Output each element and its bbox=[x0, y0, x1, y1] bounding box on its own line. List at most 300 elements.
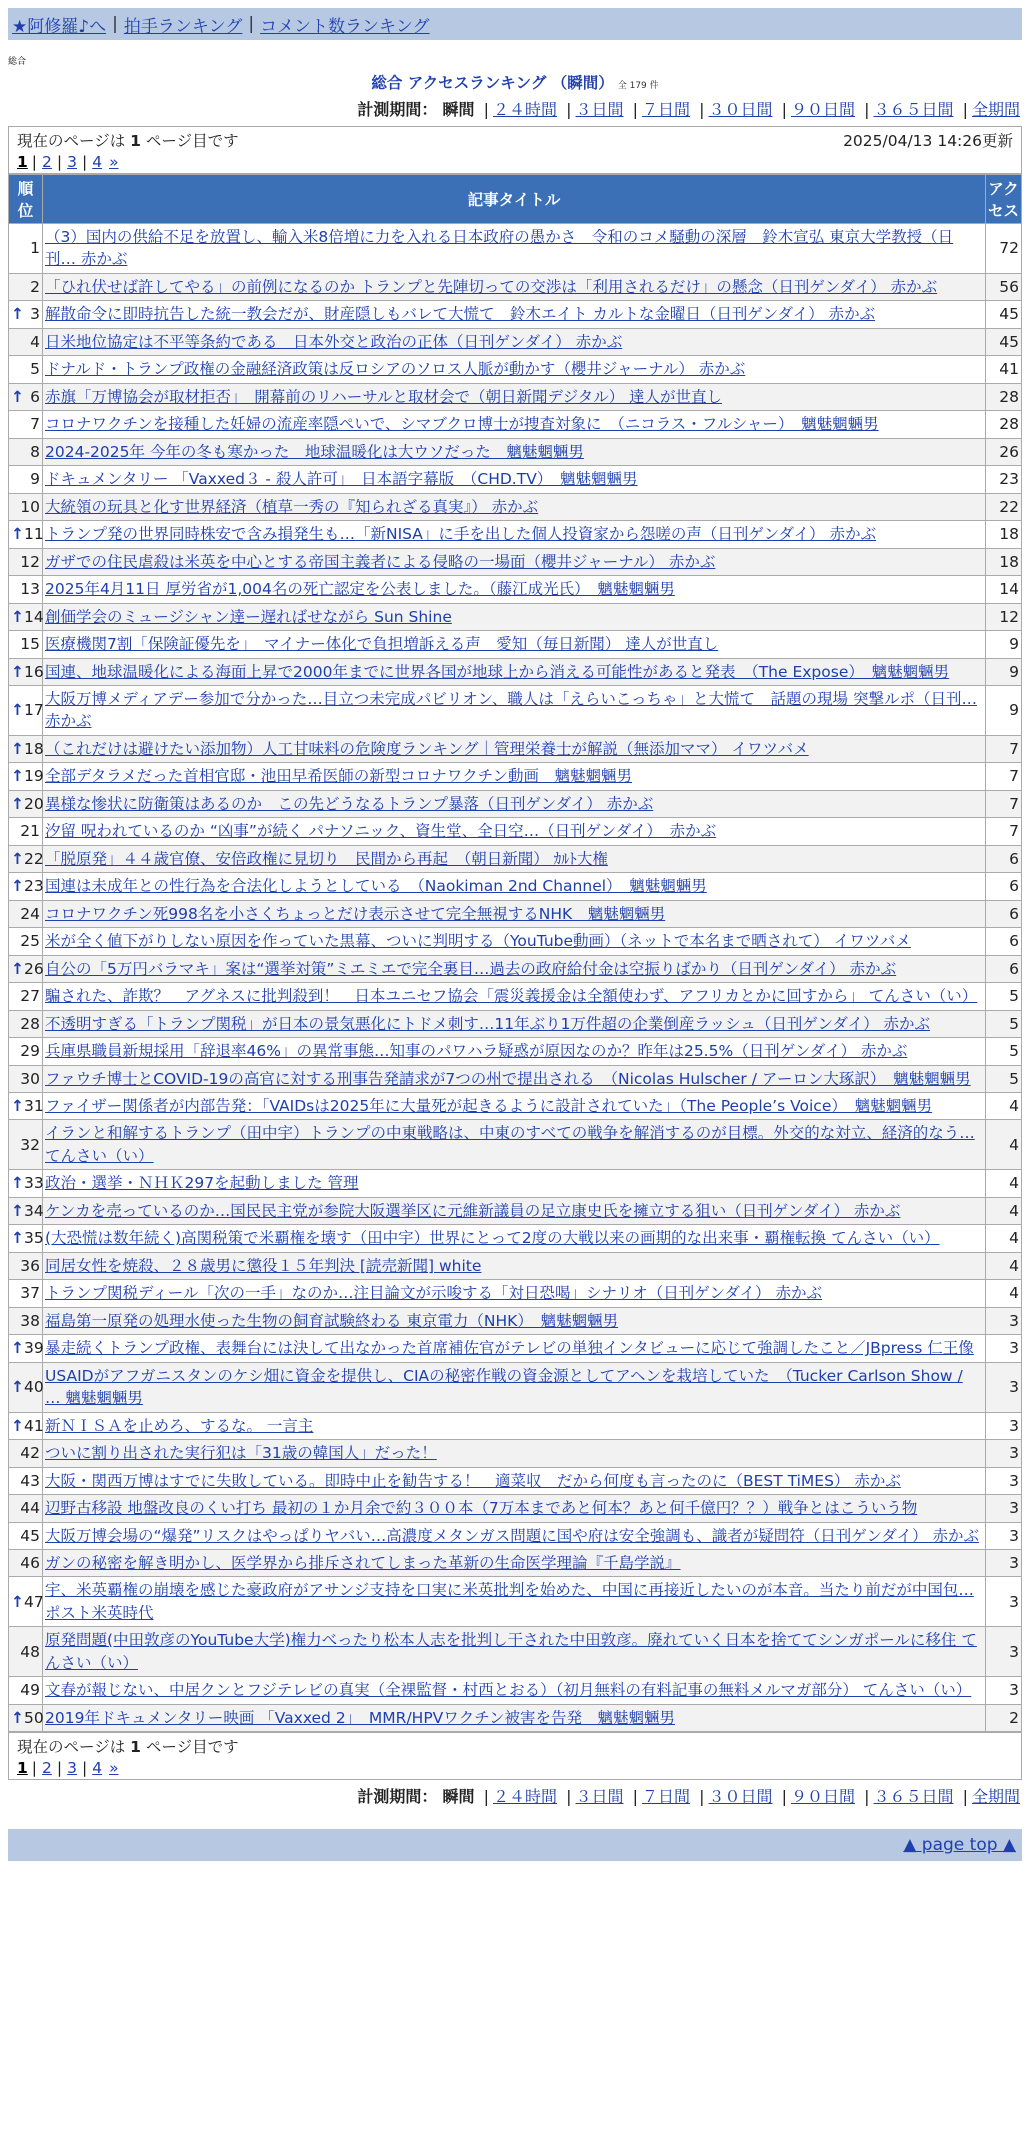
title-cell bbox=[43, 1038, 986, 1065]
rank-cell bbox=[9, 1280, 43, 1307]
rank-cell bbox=[9, 273, 43, 300]
rank-number: 22 bbox=[24, 849, 44, 868]
article-link[interactable]: 国連、地球温暖化による海面上昇で2000年までに世界各国が地球上から消える可能性があると発表 （The Expose） 魑魅魍魎男 bbox=[45, 662, 950, 681]
title-cell bbox=[43, 576, 986, 603]
rank-cell bbox=[9, 1170, 43, 1197]
article-link[interactable]: 騙された、詐欺？ アグネスに批判殺到！ 日本ユニセフ協会「震災義援金は全額使わず、アフリカとかに回すから」 てんさい（い） bbox=[45, 987, 978, 1006]
title-cell bbox=[43, 873, 986, 900]
page-link-2[interactable]: 2 bbox=[42, 153, 52, 171]
title-cell bbox=[43, 548, 986, 575]
title-cell bbox=[43, 1307, 986, 1334]
rank-up-icon: ↑ bbox=[11, 1377, 24, 1396]
access-count: 7 bbox=[986, 818, 1022, 845]
access-count: 3 bbox=[986, 1677, 1022, 1704]
title-cell bbox=[43, 1677, 986, 1704]
access-count: 6 bbox=[986, 873, 1022, 900]
table-row bbox=[9, 983, 1022, 1010]
title-cell bbox=[43, 1010, 986, 1037]
rank-number: 3 bbox=[30, 305, 40, 324]
rank-cell bbox=[9, 1335, 43, 1362]
access-count: 45 bbox=[986, 328, 1022, 355]
title-cell bbox=[43, 356, 986, 383]
article-link[interactable]: トランプ関税ディール「次の一手」なのか…注目論文が示唆する「対日恐喝」シナリオ（日刊ゲンダイ） 赤かぶ bbox=[45, 1284, 822, 1303]
rank-number: 50 bbox=[24, 1708, 44, 1727]
rank-number: 11 bbox=[24, 525, 44, 544]
table-row bbox=[9, 1280, 1022, 1307]
title-cell bbox=[43, 900, 986, 927]
access-count: 5 bbox=[986, 983, 1022, 1010]
access-count: 5 bbox=[986, 1065, 1022, 1092]
table-row bbox=[9, 1038, 1022, 1065]
title-cell bbox=[43, 1704, 986, 1731]
article-link[interactable]: コロナワクチン死998名を小さくちょっとだけ表示させて完全無視するNHK 魑魅魍魎男 bbox=[45, 904, 666, 923]
period-3d[interactable]: ３日間 bbox=[575, 100, 624, 119]
table-row bbox=[9, 685, 1022, 735]
article-link[interactable]: ガザでの住民虐殺は米英を中心とする帝国主義者による侵略の一場面（櫻井ジャーナル） 赤かぶ bbox=[45, 552, 716, 571]
page-top-link[interactable]: ▲ page top ▲ bbox=[903, 1835, 1016, 1856]
access-count: 26 bbox=[986, 438, 1022, 465]
title-cell bbox=[43, 438, 986, 465]
access-count: 7 bbox=[986, 790, 1022, 817]
rank-number: 37 bbox=[20, 1284, 40, 1303]
title-cell bbox=[43, 845, 986, 872]
article-link[interactable]: （3）国内の供給不足を放置し、輸入米8倍増に力を入れる日本政府の愚かさ 令和のコメ騒動の深層 鈴木宣弘 東京大学教授（日刊… 赤かぶ bbox=[45, 228, 954, 269]
title-cell bbox=[43, 328, 986, 355]
rank-number: 14 bbox=[24, 607, 44, 626]
article-link[interactable]: 2025年4月11日 厚労省が1,004名の死亡認定を公表しました。（藤江成光氏） 魑魅魍魎男 bbox=[45, 580, 675, 599]
title-cell bbox=[43, 1093, 986, 1120]
article-link[interactable]: 新ＮＩＳＡを止めろ、するな。 一言主 bbox=[45, 1416, 314, 1435]
rank-up-icon: ↑ bbox=[11, 767, 24, 786]
rank-cell bbox=[9, 1495, 43, 1522]
access-count: 4 bbox=[986, 1170, 1022, 1197]
table-row bbox=[9, 1093, 1022, 1120]
table-row bbox=[9, 955, 1022, 982]
article-link[interactable]: （これだけは避けたい添加物）人工甘味料の危険度ランキング｜管理栄養士が解説（無添加ママ） イワツバメ bbox=[45, 739, 809, 758]
title-cell bbox=[43, 273, 986, 300]
table-row bbox=[9, 1522, 1022, 1549]
article-link[interactable]: ドナルド・トランプ政権の金融経済政策は反ロシアのソロス人脈が動かす（櫻井ジャーナル） 赤かぶ bbox=[45, 360, 746, 379]
article-link[interactable]: 大阪・関西万博はすでに失敗している。即時中止を勧告する！ 適菜収 だから何度も言ったのに（BEST TiMES） 赤かぶ bbox=[45, 1471, 901, 1490]
rank-number: 7 bbox=[30, 415, 40, 434]
rank-number: 41 bbox=[24, 1416, 44, 1435]
rank-number: 42 bbox=[20, 1444, 40, 1463]
pagination-top bbox=[8, 126, 1022, 174]
title-cell bbox=[43, 1549, 986, 1576]
rank-number: 35 bbox=[24, 1229, 44, 1248]
article-link[interactable]: 全部デタラメだった首相官邸・池田早希医師の新型コロナワクチン動画 魑魅魍魎男 bbox=[45, 767, 632, 786]
access-count: 28 bbox=[986, 411, 1022, 438]
rank-number: 1 bbox=[30, 239, 40, 258]
table-row bbox=[9, 224, 1022, 274]
rank-cell bbox=[9, 955, 43, 982]
table-row bbox=[9, 1307, 1022, 1334]
rank-cell bbox=[9, 521, 43, 548]
rank-up-icon: ↑ bbox=[11, 877, 24, 896]
access-count: 6 bbox=[986, 928, 1022, 955]
table-row bbox=[9, 1170, 1022, 1197]
header-rank: 順位 bbox=[9, 175, 43, 224]
title-cell bbox=[43, 1412, 986, 1439]
article-link[interactable]: ケンカを売っているのか…国民民主党が参院大阪選挙区に元維新議員の足立康史氏を擁立する狙い（日刊ゲンダイ） 赤かぶ bbox=[45, 1201, 901, 1220]
rank-up-icon: ↑ bbox=[11, 1174, 24, 1193]
title-cell bbox=[43, 301, 986, 328]
article-link[interactable]: 大阪万博会場の“爆発”リスクはやっぱりヤバい…高濃度メタンガス問題に国や府は安全強調も、識者が疑問符（日刊ゲンダイ） 赤かぶ bbox=[45, 1526, 979, 1545]
rank-cell bbox=[9, 845, 43, 872]
title-cell bbox=[43, 603, 986, 630]
nav-link-ashura[interactable]: ★阿修羅♪へ bbox=[12, 16, 107, 37]
article-link[interactable]: 同居女性を焼殺、２８歳男に懲役１５年判決 [読売新聞] white bbox=[45, 1256, 482, 1275]
access-count: 4 bbox=[986, 1120, 1022, 1170]
table-row bbox=[9, 1577, 1022, 1627]
rank-cell bbox=[9, 983, 43, 1010]
page-link-2[interactable]: 2 bbox=[42, 1759, 52, 1778]
rank-up-icon: ↑ bbox=[11, 305, 24, 324]
title-cell bbox=[43, 763, 986, 790]
period-all[interactable]: 全期間 bbox=[971, 1787, 1020, 1807]
article-link[interactable]: 「脱原発」４４歳官僚、安倍政権に見切り 民間から再起 （朝日新聞） ｶﾙﾄ大権 bbox=[45, 849, 608, 868]
rank-number: 17 bbox=[24, 701, 44, 720]
article-link[interactable]: 「ひれ伏せば許してやる」の前例になるのか トランプと先陣切っての交渉は「利用されるだけ」の懸念（日刊ゲンダイ） 赤かぶ bbox=[45, 277, 938, 296]
rank-cell bbox=[9, 224, 43, 274]
access-count: 4 bbox=[986, 1093, 1022, 1120]
title-cell bbox=[43, 790, 986, 817]
article-link[interactable]: 2019年ドキュメンタリー映画 「Vaxxed 2」 MMR/HPVワクチン被害を告発 魑魅魍魎男 bbox=[45, 1708, 676, 1727]
title-cell bbox=[43, 658, 986, 685]
article-link[interactable]: 赤旗「万博協会が取材拒否」 開幕前のリハーサルと取材会で（朝日新聞デジタル） 達人が世直し bbox=[45, 387, 723, 406]
article-link[interactable]: 米が全く値下がりしない原因を作っていた黒幕、ついに判明する（YouTube動画）（ネットで本名まで晒されて） イワツバメ bbox=[45, 932, 911, 951]
rank-number: 49 bbox=[20, 1681, 40, 1700]
title-cell bbox=[43, 383, 986, 410]
rank-cell bbox=[9, 1197, 43, 1224]
rank-number: 27 bbox=[20, 987, 40, 1006]
article-link[interactable]: (大恐慌は数年続く)高関税策で米覇権を壊す（田中宇）世界にとって2度の大戦以来の画期的な出来事・覇権転換 てんさい（い） bbox=[45, 1229, 940, 1248]
access-count: 3 bbox=[986, 1627, 1022, 1677]
rank-cell bbox=[9, 1065, 43, 1092]
rank-number: 46 bbox=[20, 1553, 40, 1572]
table-row bbox=[9, 1549, 1022, 1576]
rank-cell bbox=[9, 1627, 43, 1677]
rank-cell bbox=[9, 1577, 43, 1627]
table-row bbox=[9, 658, 1022, 685]
title-cell bbox=[43, 1280, 986, 1307]
table-row bbox=[9, 1335, 1022, 1362]
access-count: 3 bbox=[986, 1467, 1022, 1494]
rank-number: 48 bbox=[20, 1642, 40, 1661]
article-link[interactable]: ファウチ博士とCOVID-19の高官に対する刑事告発請求が7つの州で提出される （Nicolas Hulscher / アーロン大琢訳） 魑魅魍魎男 bbox=[45, 1069, 971, 1088]
access-count: 23 bbox=[986, 466, 1022, 493]
period-7d[interactable]: ７日間 bbox=[641, 1787, 690, 1807]
period-24h[interactable]: ２４時間 bbox=[492, 1787, 557, 1807]
article-link[interactable]: 大阪万博メディアデー参加で分かった…目立つ未完成パビリオン、職人は「えらいこっちゃ」と大慌て 話題の現場 突撃ルポ（日刊… 赤かぶ bbox=[45, 689, 977, 731]
table-row bbox=[9, 845, 1022, 872]
period-selector-bottom: 計測期間： 瞬間 | ２４時間 | ３日間 | ７日間 | ３０日間 | ９０日間 | ３６５日間 | 全期間 bbox=[357, 1787, 1020, 1807]
rank-up-icon: ↑ bbox=[11, 387, 24, 406]
title-cell bbox=[43, 955, 986, 982]
article-link[interactable]: 創価学会のミュージシャン達ー遅ればせながら Sun Shine bbox=[45, 607, 452, 626]
rank-number: 36 bbox=[20, 1256, 40, 1275]
article-link[interactable]: 暴走続くトランプ政権、表舞台には決して出なかった首席補佐官がテレビの単独インタビューに応じて強調したこと／JBpress 仁王像 bbox=[45, 1339, 974, 1358]
rank-cell bbox=[9, 790, 43, 817]
access-count: 3 bbox=[986, 1577, 1022, 1627]
page-link-4[interactable]: 4 bbox=[92, 153, 103, 171]
access-count: 41 bbox=[986, 356, 1022, 383]
rank-cell bbox=[9, 1252, 43, 1279]
page-link-3[interactable]: 3 bbox=[67, 153, 78, 171]
title-cell bbox=[43, 224, 986, 274]
rank-up-icon: ↑ bbox=[11, 1201, 24, 1220]
rank-number: 6 bbox=[30, 387, 40, 406]
article-link[interactable]: 宇、米英覇権の崩壊を感じた豪政府がアサンジ支持を口実に米英批判を始めた、中国に再接近したいのが本音。当たり前だが中国包… ポスト米英時代 bbox=[45, 1581, 974, 1622]
rank-number: 39 bbox=[24, 1339, 44, 1358]
rank-cell bbox=[9, 383, 43, 410]
rank-cell bbox=[9, 735, 43, 762]
page-link-1[interactable]: 1 bbox=[17, 1759, 28, 1778]
rank-cell bbox=[9, 900, 43, 927]
access-count: 28 bbox=[986, 383, 1022, 410]
article-link[interactable]: USAIDがアフガニスタンのケシ畑に資金を提供し、CIAの秘密作戦の資金源としてアヘンを栽培していた （Tucker Carlson Show / … 魑魅魍魎男 bbox=[45, 1366, 963, 1408]
title-cell bbox=[43, 1467, 986, 1494]
rank-number: 43 bbox=[20, 1471, 40, 1490]
nav-link-applause-ranking[interactable]: 拍手ランキング bbox=[123, 16, 243, 37]
article-link[interactable]: 政治・選挙・ＮＨＫ297を起動しました 管理 bbox=[45, 1174, 359, 1193]
rank-cell bbox=[9, 411, 43, 438]
rank-cell bbox=[9, 1093, 43, 1120]
period-30d[interactable]: ３０日間 bbox=[708, 1787, 773, 1807]
rank-cell bbox=[9, 1440, 43, 1467]
title-cell bbox=[43, 1577, 986, 1627]
access-count: 6 bbox=[986, 845, 1022, 872]
article-link[interactable]: 原発問題(中田敦彦のYouTube大学)権力べったり松本人志を批判し干された中田敦彦。廃れていく日本を捨ててシンガポールに移住 てんさい（い） bbox=[45, 1631, 977, 1672]
article-link[interactable]: コロナワクチンを接種した妊婦の流産率隠ぺいで、シマブクロ博士が捜査対象に （ニコラス・フルシャー） 魑魅魍魎男 bbox=[45, 415, 879, 434]
header-title: 記事タイトル bbox=[43, 175, 986, 224]
title-cell bbox=[43, 1197, 986, 1224]
access-count: 7 bbox=[986, 735, 1022, 762]
article-link[interactable]: 汐留 呪われているのか “凶事”が続く パナソニック、資生堂、全日空…（日刊ゲンダイ） 赤かぶ bbox=[45, 822, 717, 841]
period-90d[interactable]: ９０日間 bbox=[790, 1787, 855, 1807]
rank-number: 21 bbox=[20, 822, 40, 841]
article-link[interactable]: 不透明すぎる「トランプ関税」が日本の景気悪化にトドメ刺す…11年ぶり1万件超の企業倒産ラッシュ（日刊ゲンダイ） 赤かぶ bbox=[45, 1014, 931, 1033]
article-link[interactable]: 辺野古移設 地盤改良のくい打ち 最初の１か月余で約３００本（7万本まであと何本？あと何千億円？？）戦争とはこういう物 bbox=[45, 1499, 918, 1518]
rank-up-icon: ↑ bbox=[11, 525, 24, 544]
title-cell bbox=[43, 521, 986, 548]
access-count: 6 bbox=[986, 955, 1022, 982]
rank-number: 25 bbox=[20, 932, 40, 951]
period-90d[interactable]: ９０日間 bbox=[790, 100, 855, 119]
rank-cell bbox=[9, 763, 43, 790]
article-link[interactable]: 解散命令に即時抗告した統一教会だが、財産隠しもバレて大慌て 鈴木エイト カルトな金曜日（日刊ゲンダイ） 赤かぶ bbox=[45, 305, 876, 324]
article-link[interactable]: 自公の「5万円バラマキ」案は“選挙対策”ミエミエで完全裏目…過去の政府給付金は空振りばかり（日刊ゲンダイ） 赤かぶ bbox=[45, 959, 897, 978]
access-count: 4 bbox=[986, 1225, 1022, 1252]
title-cell bbox=[43, 1522, 986, 1549]
rank-up-icon: ↑ bbox=[11, 794, 24, 813]
table-row bbox=[9, 1677, 1022, 1704]
period-30d[interactable]: ３０日間 bbox=[708, 100, 773, 119]
article-link[interactable]: 文春が報じない、中居クンとフジテレビの真実（全裸監督・村西とおる）（初月無料の有料記事の無料メルマガ部分） てんさい（い） bbox=[45, 1681, 972, 1700]
access-count: 7 bbox=[986, 763, 1022, 790]
header-access: アクセス bbox=[986, 175, 1022, 224]
rank-cell bbox=[9, 1038, 43, 1065]
rank-cell bbox=[9, 1362, 43, 1412]
rank-number: 40 bbox=[24, 1377, 44, 1396]
table-row bbox=[9, 1252, 1022, 1279]
rank-number: 45 bbox=[20, 1526, 40, 1545]
pagination-bottom bbox=[8, 1732, 1022, 1780]
title-cell bbox=[43, 928, 986, 955]
access-count: 4 bbox=[986, 1252, 1022, 1279]
table-row bbox=[9, 1197, 1022, 1224]
article-link[interactable]: 大統領の玩具と化す世界経済（植草一秀の『知られざる真実』） 赤かぶ bbox=[45, 497, 539, 516]
bottom-bar bbox=[8, 1829, 1022, 1861]
page-next[interactable]: » bbox=[109, 1759, 119, 1778]
title-cell bbox=[43, 1440, 986, 1467]
table-row bbox=[9, 1704, 1022, 1731]
title-cell bbox=[43, 1065, 986, 1092]
rank-number: 34 bbox=[24, 1201, 44, 1220]
nav-separator: | bbox=[248, 14, 255, 34]
title-cell bbox=[43, 631, 986, 658]
rank-number: 18 bbox=[24, 739, 44, 758]
rank-number: 10 bbox=[20, 497, 40, 516]
article-link[interactable]: 国連は未成年との性行為を合法化しようとしている （Naokiman 2nd Channel） 魑魅魍魎男 bbox=[45, 877, 707, 896]
rank-cell bbox=[9, 1010, 43, 1037]
rank-number: 8 bbox=[30, 442, 40, 461]
page-link-3[interactable]: 3 bbox=[67, 1759, 78, 1778]
period-365d[interactable]: ３６５日間 bbox=[873, 1787, 954, 1807]
period-all[interactable]: 全期間 bbox=[971, 100, 1020, 119]
period-24h[interactable]: ２４時間 bbox=[492, 100, 557, 119]
period-365d[interactable]: ３６５日間 bbox=[873, 100, 954, 119]
rank-up-icon: ↑ bbox=[11, 849, 24, 868]
rank-number: 24 bbox=[20, 904, 40, 923]
access-count: 9 bbox=[986, 658, 1022, 685]
title-cell bbox=[43, 983, 986, 1010]
period-7d[interactable]: ７日間 bbox=[641, 100, 690, 119]
table-row bbox=[9, 411, 1022, 438]
rank-up-icon: ↑ bbox=[11, 607, 24, 626]
period-3d[interactable]: ３日間 bbox=[575, 1787, 624, 1807]
rank-cell bbox=[9, 873, 43, 900]
rank-number: 12 bbox=[20, 552, 40, 571]
access-count: 4 bbox=[986, 1197, 1022, 1224]
table-row bbox=[9, 1362, 1022, 1412]
page-next[interactable]: » bbox=[109, 153, 119, 171]
rank-cell bbox=[9, 631, 43, 658]
article-link[interactable]: 医療機関7割「保険証優先を」 マイナー体化で負担増訴える声 愛知（毎日新聞） 達人が世直し bbox=[45, 635, 719, 654]
table-row bbox=[9, 438, 1022, 465]
access-count: 3 bbox=[986, 1495, 1022, 1522]
table-row bbox=[9, 928, 1022, 955]
rank-up-icon: ↑ bbox=[11, 1229, 24, 1248]
rank-cell bbox=[9, 928, 43, 955]
rank-cell bbox=[9, 1120, 43, 1170]
title-cell bbox=[43, 1170, 986, 1197]
article-link[interactable]: 兵庫県職員新規採用「辞退率46%」の異常事態…知事のパワハラ疑惑が原因なのか？昨年は25.5%（日刊ゲンダイ） 赤かぶ bbox=[45, 1042, 908, 1061]
rank-cell bbox=[9, 1677, 43, 1704]
ranking-table bbox=[8, 174, 1022, 1732]
table-row bbox=[9, 1467, 1022, 1494]
rank-cell bbox=[9, 301, 43, 328]
access-count: 3 bbox=[986, 1335, 1022, 1362]
rank-up-icon: ↑ bbox=[11, 1592, 24, 1611]
access-count: 3 bbox=[986, 1549, 1022, 1576]
access-count: 56 bbox=[986, 273, 1022, 300]
table-row bbox=[9, 328, 1022, 355]
rank-number: 15 bbox=[20, 635, 40, 654]
rank-cell bbox=[9, 548, 43, 575]
access-count: 14 bbox=[986, 576, 1022, 603]
table-row bbox=[9, 1495, 1022, 1522]
access-count: 18 bbox=[986, 548, 1022, 575]
table-row bbox=[9, 273, 1022, 300]
page-link-1[interactable]: 1 bbox=[17, 153, 28, 171]
rank-number: 2 bbox=[30, 277, 40, 296]
rank-number: 44 bbox=[20, 1499, 40, 1518]
rank-cell bbox=[9, 818, 43, 845]
title-cell bbox=[43, 1252, 986, 1279]
rank-cell bbox=[9, 1225, 43, 1252]
table-row bbox=[9, 1412, 1022, 1439]
table-row bbox=[9, 1627, 1022, 1677]
rank-number: 23 bbox=[24, 877, 44, 896]
title-cell bbox=[43, 493, 986, 520]
article-link[interactable]: トランプ発の世界同時株安で含み損発生も…「新NISA」に手を出した個人投資家から怨嗟の声（日刊ゲンダイ） 赤かぶ bbox=[45, 525, 877, 544]
rank-number: 31 bbox=[24, 1097, 44, 1115]
rank-cell bbox=[9, 1467, 43, 1494]
ranking-title: 総合 アクセスランキング （瞬間） bbox=[371, 74, 614, 92]
table-row bbox=[9, 790, 1022, 817]
rank-up-icon: ↑ bbox=[11, 1416, 24, 1435]
period-current: 瞬間 bbox=[442, 100, 475, 119]
table-row bbox=[9, 1440, 1022, 1467]
access-count: 9 bbox=[986, 685, 1022, 735]
access-count: 12 bbox=[986, 603, 1022, 630]
article-link[interactable]: イランと和解するトランプ（田中宇）トランプの中東戦略は、中東のすべての戦争を解消するのが目標。外交的な対立、経済的なう… てんさい（い） bbox=[45, 1124, 975, 1165]
table-row bbox=[9, 763, 1022, 790]
nav-link-comment-ranking[interactable]: コメント数ランキング bbox=[260, 16, 430, 37]
rank-cell bbox=[9, 576, 43, 603]
access-count: 4 bbox=[986, 1280, 1022, 1307]
article-link[interactable]: 日米地位協定は不平等条約である 日本外交と政治の正体（日刊ゲンダイ） 赤かぶ bbox=[45, 332, 623, 351]
rank-cell bbox=[9, 438, 43, 465]
rank-up-icon: ↑ bbox=[11, 662, 24, 681]
access-count: 9 bbox=[986, 631, 1022, 658]
table-row bbox=[9, 603, 1022, 630]
access-count: 18 bbox=[986, 521, 1022, 548]
rank-number: 4 bbox=[30, 332, 40, 351]
table-row bbox=[9, 900, 1022, 927]
top-nav-bar bbox=[8, 8, 1022, 40]
article-link[interactable]: ドキュメンタリー 「Vaxxed３ - 殺人許可」 日本語字幕版 （CHD.TV） 魑魅魍魎男 bbox=[45, 470, 638, 489]
access-count: 6 bbox=[986, 900, 1022, 927]
page-link-4[interactable]: 4 bbox=[92, 1759, 103, 1778]
article-link[interactable]: ガンの秘密を解き明かし、医学界から排斥されてしまった革新の生命医学理論『千島学説』 bbox=[45, 1553, 681, 1572]
access-count: 72 bbox=[986, 224, 1022, 274]
title-cell bbox=[43, 735, 986, 762]
rank-number: 38 bbox=[20, 1311, 40, 1330]
article-link[interactable]: ファイザー関係者が内部告発：「VAIDsは2025年に大量死が起きるように設計されていた」（The People’s Voice） 魑魅魍魎男 bbox=[45, 1097, 933, 1115]
access-count: 3 bbox=[986, 1522, 1022, 1549]
article-link[interactable]: 福島第一原発の処理水使った生物の飼育試験終わる 東京電力（NHK） 魑魅魍魎男 bbox=[45, 1311, 619, 1330]
article-link[interactable]: ついに割り出された実行犯は「31歳の韓国人」だった！ bbox=[45, 1444, 437, 1463]
period-label: 計測期間： bbox=[357, 100, 438, 119]
article-link[interactable]: 異様な惨状に防衛策はあるのか この先どうなるトランプ暴落（日刊ゲンダイ） 赤かぶ bbox=[45, 794, 654, 813]
table-row bbox=[9, 576, 1022, 603]
title-cell bbox=[43, 1335, 986, 1362]
rank-cell bbox=[9, 1704, 43, 1731]
table-row bbox=[9, 873, 1022, 900]
article-link[interactable]: 2024-2025年 今年の冬も寒かった 地球温暖化は大ウソだった 魑魅魍魎男 bbox=[45, 442, 584, 461]
